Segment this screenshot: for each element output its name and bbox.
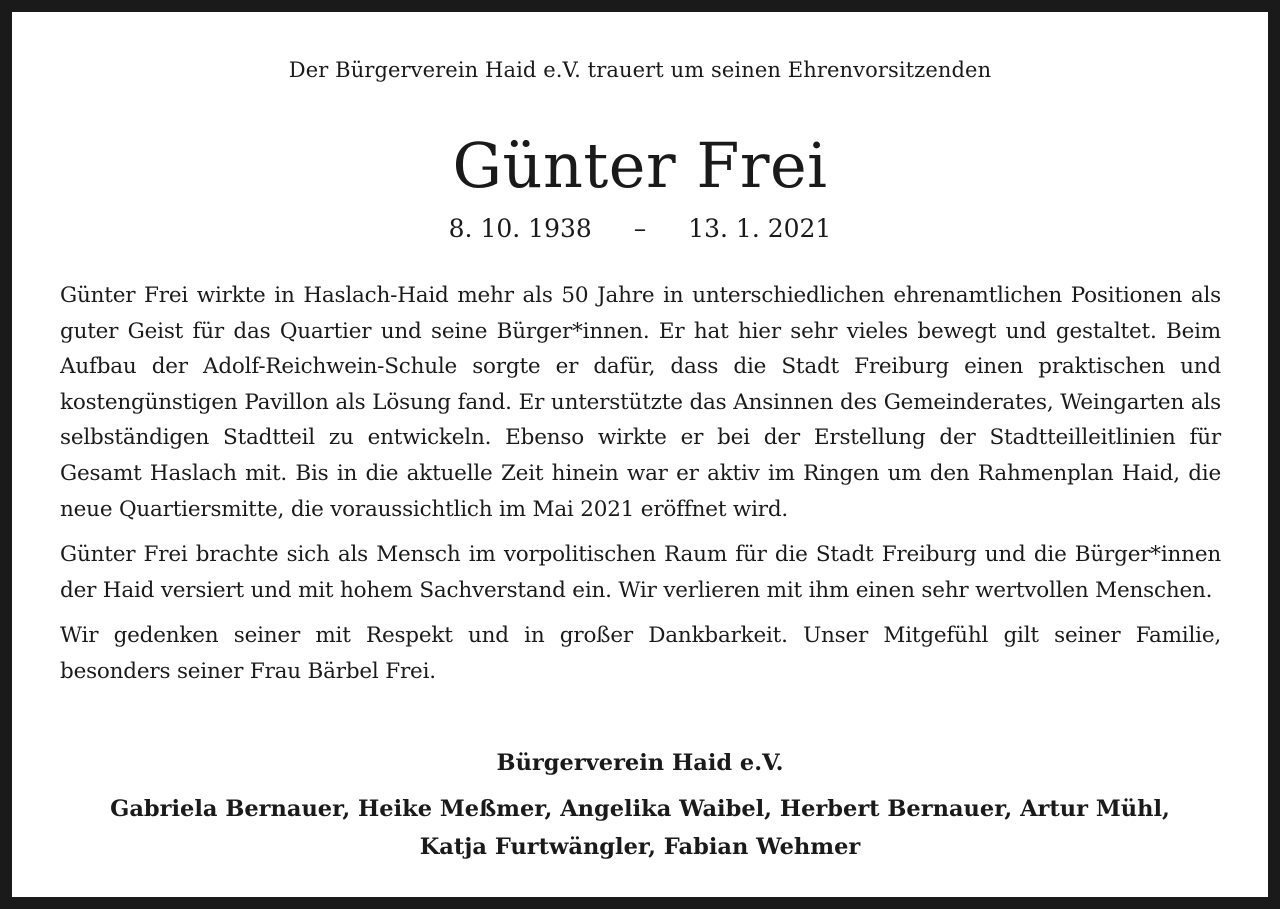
date-dash: –	[633, 214, 647, 243]
deceased-name: Günter Frei	[452, 129, 828, 202]
paragraph-3: Wir gedenken seiner mit Respekt und in großer Dankbarkeit. Unser Mitgefühl gilt seiner Familie, besonders seiner Frau Bärbel Frei.	[60, 623, 1221, 684]
signature-names-line-2: Katja Furtwängler, Fabian Wehmer	[419, 834, 861, 860]
intro-line: Der Bürgerverein Haid e.V. trauert um seinen Ehrenvorsitzenden	[288, 58, 992, 82]
life-dates	[12, 214, 1268, 243]
paragraph-1: Günter Frei wirkte in Haslach-Haid mehr als 50 Jahre in unterschiedlichen ehrenamtlichen Positionen als guter Geist für das Quartier und seine Bürger*innen. Er hat hier sehr vieles bewegt und gestaltet. Beim Aufbau der Adolf-Reichwein-Schule sorgte er dafür, dass die Stadt Freiburg einen praktischen und kostengünstigen Pavillon als Lösung fand. Er unterstützte das Ansinnen des Gemeinderates, Weingarten als selbständigen Stadtteil zu entwickeln. Ebenso wirkte er bei der Erstellung der Stadtteilleitlinien für Gesamt Haslach mit. Bis in die aktuelle Zeit hinein war er aktiv im Ringen um den Rahmenplan Haid, die neue Quartiersmitte, die voraussichtlich im Mai 2021 eröffnet wird.	[60, 283, 1221, 522]
signature-names-line-1: Gabriela Bernauer, Heike Meßmer, Angelika Waibel, Herbert Bernauer, Artur Mühl,	[110, 796, 1170, 822]
birth-date: 8. 10. 1938	[448, 214, 592, 243]
signature-organization: Bürgerverein Haid e.V.	[496, 750, 784, 776]
obituary-body	[60, 278, 1221, 700]
obituary-notice	[12, 12, 1268, 897]
signature-names	[12, 790, 1268, 866]
paragraph-2: Günter Frei brachte sich als Mensch im vorpolitischen Raum für die Stadt Freiburg und die Bürger*innen der Haid versiert und mit hohem Sachverstand ein. Wir verlieren mit ihm einen sehr wertvollen Menschen.	[60, 542, 1221, 603]
death-date: 13. 1. 2021	[688, 214, 832, 243]
